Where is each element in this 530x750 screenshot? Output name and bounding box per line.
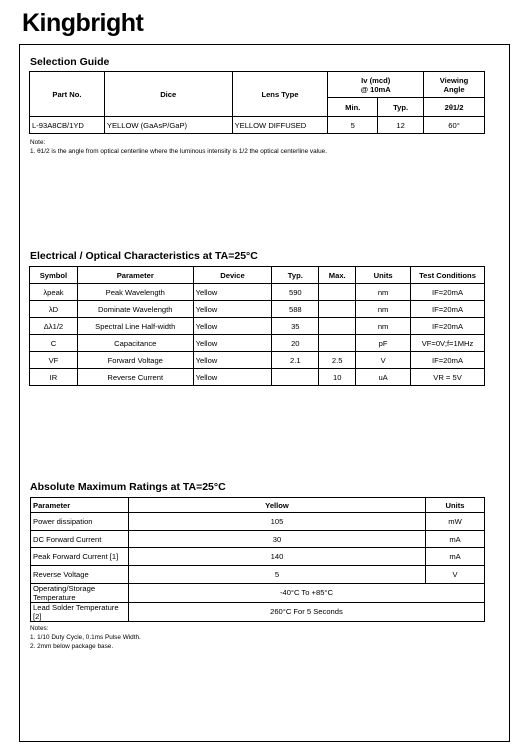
electrical-header: Device [193, 267, 272, 284]
selection-note-1: 1. θ1/2 is the angle from optical centerline where the luminous intensity is 1/2 the optical centerline value. [30, 148, 327, 155]
cell-dice: YELLOW (GaAsP/GaP) [104, 117, 232, 134]
absolute-cell-units: mW [426, 513, 485, 531]
electrical-cell-cond: IF=20mA [411, 284, 485, 301]
table-row [31, 566, 485, 584]
header-part-no: Part No. [30, 72, 105, 117]
absolute-cell-value: 5 [128, 566, 425, 584]
absolute-header: Parameter [31, 498, 129, 513]
table-row [31, 602, 485, 621]
electrical-header: Test Conditions [411, 267, 485, 284]
absolute-cell-parameter: Peak Forward Current [1] [31, 548, 129, 566]
table-row [31, 583, 485, 602]
electrical-cell-device: Yellow [193, 369, 272, 386]
electrical-cell-parameter: Reverse Current [77, 369, 193, 386]
header-iv: Iv (mcd) @ 10mA [328, 72, 424, 98]
electrical-cell-cond: IF=20mA [411, 318, 485, 335]
electrical-cell-parameter: Dominate Wavelength [77, 301, 193, 318]
electrical-cell-units: pF [356, 335, 411, 352]
table-row [30, 318, 485, 335]
electrical-cell-parameter: Spectral Line Half-width [77, 318, 193, 335]
absolute-cell-value: 105 [128, 513, 425, 531]
electrical-table [29, 266, 485, 386]
electrical-cell-typ: 590 [272, 284, 319, 301]
absolute-cell-parameter: DC Forward Current [31, 530, 129, 548]
absolute-cell-parameter: Power dissipation [31, 513, 129, 531]
table-row [30, 369, 485, 386]
electrical-cell-cond: IF=20mA [411, 301, 485, 318]
electrical-cell-max [319, 318, 356, 335]
absolute-note-1: 1. 1/10 Duty Cycle, 0.1ms Pulse Width. [30, 634, 141, 641]
cell-part-no: L-93A8CB/1YD [30, 117, 105, 134]
absolute-cell-units: V [426, 566, 485, 584]
cell-min: 5 [328, 117, 378, 134]
brand-logo: Kingbright [22, 9, 144, 37]
electrical-cell-max [319, 284, 356, 301]
electrical-cell-device: Yellow [193, 318, 272, 335]
electrical-cell-max [319, 335, 356, 352]
table-row [30, 352, 485, 369]
header-viewing-angle: Viewing Angle [424, 72, 485, 98]
electrical-cell-max [319, 301, 356, 318]
electrical-cell-typ: 588 [272, 301, 319, 318]
selection-guide-title: Selection Guide [30, 56, 110, 68]
electrical-cell-device: Yellow [193, 335, 272, 352]
absolute-title: Absolute Maximum Ratings at TA=25°C [30, 481, 226, 493]
electrical-cell-device: Yellow [193, 284, 272, 301]
electrical-cell-symbol: λD [30, 301, 78, 318]
table-row [30, 284, 485, 301]
absolute-cell-units: mA [426, 548, 485, 566]
header-lens-type: Lens Type [232, 72, 328, 117]
electrical-header: Units [356, 267, 411, 284]
absolute-header: Units [426, 498, 485, 513]
electrical-cell-cond: VR = 5V [411, 369, 485, 386]
cell-angle: 60° [424, 117, 485, 134]
electrical-header: Max. [319, 267, 356, 284]
header-min: Min. [328, 98, 378, 117]
electrical-cell-symbol: λpeak [30, 284, 78, 301]
absolute-cell-parameter: Operating/Storage Temperature [31, 583, 129, 602]
electrical-cell-parameter: Forward Voltage [77, 352, 193, 369]
header-two-theta: 2θ1/2 [424, 98, 485, 117]
table-row [31, 513, 485, 531]
electrical-cell-units: nm [356, 301, 411, 318]
absolute-header: Yellow [128, 498, 425, 513]
electrical-cell-typ [272, 369, 319, 386]
absolute-cell-value: 260°C For 5 Seconds [128, 602, 484, 621]
electrical-header: Parameter [77, 267, 193, 284]
cell-typ: 12 [378, 117, 424, 134]
electrical-cell-parameter: Capacitance [77, 335, 193, 352]
electrical-cell-units: V [356, 352, 411, 369]
electrical-cell-typ: 20 [272, 335, 319, 352]
absolute-cell-parameter: Lead Solder Temperature [2] [31, 602, 129, 621]
selection-note-label: Note: [30, 139, 46, 146]
electrical-header: Typ. [272, 267, 319, 284]
table-row [30, 301, 485, 318]
electrical-cell-units: nm [356, 284, 411, 301]
absolute-cell-value: 140 [128, 548, 425, 566]
table-row [30, 335, 485, 352]
table-row [31, 530, 485, 548]
electrical-cell-cond: IF=20mA [411, 352, 485, 369]
electrical-cell-typ: 2.1 [272, 352, 319, 369]
electrical-cell-units: uA [356, 369, 411, 386]
electrical-cell-max: 10 [319, 369, 356, 386]
electrical-cell-device: Yellow [193, 352, 272, 369]
absolute-cell-parameter: Reverse Voltage [31, 566, 129, 584]
electrical-cell-symbol: IR [30, 369, 78, 386]
electrical-cell-parameter: Peak Wavelength [77, 284, 193, 301]
electrical-cell-symbol: VF [30, 352, 78, 369]
header-typ: Typ. [378, 98, 424, 117]
electrical-cell-units: nm [356, 318, 411, 335]
absolute-cell-units: mA [426, 530, 485, 548]
absolute-notes-label: Notes: [30, 625, 49, 632]
electrical-cell-device: Yellow [193, 301, 272, 318]
electrical-title: Electrical / Optical Characteristics at TA=25°C [30, 250, 258, 262]
header-dice: Dice [104, 72, 232, 117]
electrical-cell-symbol: C [30, 335, 78, 352]
table-row [31, 548, 485, 566]
cell-lens-type: YELLOW DIFFUSED [232, 117, 328, 134]
absolute-cell-value: 30 [128, 530, 425, 548]
electrical-cell-cond: VF=0V;f=1MHz [411, 335, 485, 352]
electrical-cell-max: 2.5 [319, 352, 356, 369]
electrical-cell-symbol: Δλ1/2 [30, 318, 78, 335]
absolute-cell-value: -40°C To +85°C [128, 583, 484, 602]
electrical-header: Symbol [30, 267, 78, 284]
absolute-note-2: 2. 2mm below package base. [30, 643, 114, 650]
selection-guide-table [29, 71, 485, 134]
absolute-table [30, 497, 485, 622]
electrical-cell-typ: 35 [272, 318, 319, 335]
